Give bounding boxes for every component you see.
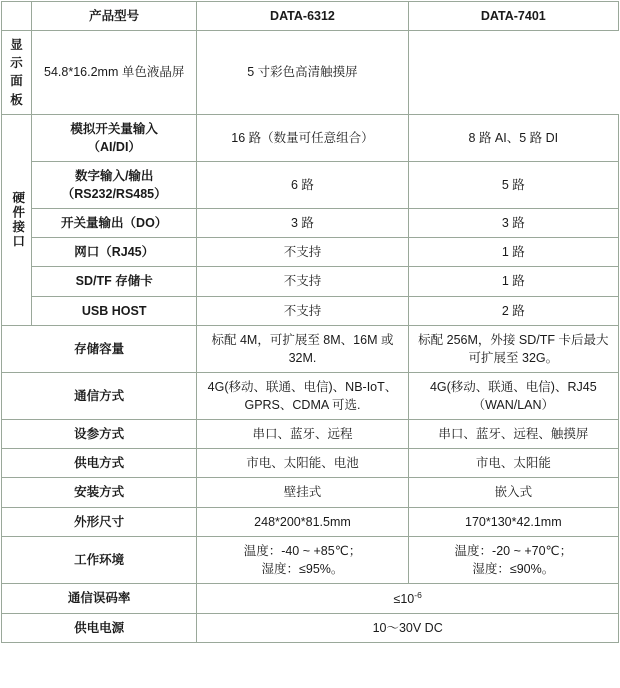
row-label-do-output: 开关量输出（DO） xyxy=(32,209,197,238)
cell-dimensions-7401: 170*130*42.1mm xyxy=(408,507,618,536)
table-row xyxy=(2,325,619,372)
table-row xyxy=(2,507,619,536)
cell-communication-6312: 4G(移动、联通、电信)、NB-IoT、GPRS、CDMA 可选. xyxy=(197,372,408,419)
row-label-working-environment: 工作环境 xyxy=(2,536,197,583)
cell-ethernet-6312: 不支持 xyxy=(197,238,408,267)
row-label-line2: （AI/DI） xyxy=(87,139,141,154)
table-row xyxy=(2,209,619,238)
cell-do-output-7401: 3 路 xyxy=(408,209,618,238)
cell-storage-7401: 标配 256M，外接 SD/TF 卡后最大可扩展至 32G。 xyxy=(408,325,618,372)
cell-sd-tf-6312: 不支持 xyxy=(197,267,408,296)
row-label-dimensions: 外形尺寸 xyxy=(2,507,197,536)
bit-error-rate-exponent: -6 xyxy=(414,589,422,600)
table-row xyxy=(2,238,619,267)
cell-working-env-6312 xyxy=(197,536,408,583)
table-row xyxy=(2,478,619,507)
cell-power-source-value: 10～30V DC xyxy=(197,614,619,643)
cell-installation-6312: 壁挂式 xyxy=(197,478,408,507)
table-header-row xyxy=(2,2,619,31)
cell-power-mode-7401: 市电、太阳能 xyxy=(408,449,618,478)
row-label-display-panel: 显示面板 xyxy=(2,31,32,115)
cell-dimensions-6312: 248*200*81.5mm xyxy=(197,507,408,536)
row-label-communication-mode: 通信方式 xyxy=(2,372,197,419)
cell-analog-switch-input-7401: 8 路 AI、5 路 DI xyxy=(408,114,618,161)
row-label-power-source: 供电电源 xyxy=(2,614,197,643)
cell-analog-switch-input-6312: 16 路（数量可任意组合） xyxy=(197,114,408,161)
cell-power-mode-6312: 市电、太阳能、电池 xyxy=(197,449,408,478)
row-label-bit-error-rate: 通信误码率 xyxy=(2,583,197,613)
row-label-installation: 安装方式 xyxy=(2,478,197,507)
cell-display-panel-6312: 54.8*16.2mm 单色液晶屏 xyxy=(32,31,197,115)
table-row xyxy=(2,449,619,478)
cell-digital-io-7401: 5 路 xyxy=(408,161,618,208)
row-label-line1: 数字输入/输出 xyxy=(74,168,154,183)
cell-display-panel-7401: 5 寸彩色高清触摸屏 xyxy=(197,31,408,115)
cell-line1: 温度：-20 ~ +70℃； xyxy=(454,543,573,558)
row-label-config-mode: 设参方式 xyxy=(2,420,197,449)
product-spec-table xyxy=(1,1,619,643)
cell-line2: 湿度：≤90%。 xyxy=(472,561,555,576)
row-label-digital-io xyxy=(32,161,197,208)
table-row xyxy=(2,372,619,419)
cell-installation-7401: 嵌入式 xyxy=(408,478,618,507)
row-label-storage-capacity: 存储容量 xyxy=(2,325,197,372)
header-model-7401: DATA-7401 xyxy=(408,2,618,31)
table-row xyxy=(2,614,619,643)
cell-communication-7401: 4G(移动、联通、电信)、RJ45（WAN/LAN） xyxy=(408,372,618,419)
table-row xyxy=(2,583,619,613)
group-label-text: 硬件接口 xyxy=(10,190,25,249)
table-row xyxy=(2,536,619,583)
cell-sd-tf-7401: 1 路 xyxy=(408,267,618,296)
cell-usb-host-6312: 不支持 xyxy=(197,296,408,325)
header-model-6312: DATA-6312 xyxy=(197,2,408,31)
table-row xyxy=(2,267,619,296)
table-row xyxy=(2,161,619,208)
table-row xyxy=(2,31,619,115)
cell-config-6312: 串口、蓝牙、远程 xyxy=(197,420,408,449)
cell-bit-error-rate-value xyxy=(197,583,619,613)
table-row xyxy=(2,420,619,449)
cell-config-7401: 串口、蓝牙、远程、触摸屏 xyxy=(408,420,618,449)
cell-usb-host-7401: 2 路 xyxy=(408,296,618,325)
table-row xyxy=(2,114,619,161)
row-label-line2: （RS232/RS485） xyxy=(61,187,167,201)
row-label-ethernet-rj45: 网口（RJ45） xyxy=(32,238,197,267)
row-label-line1: 模拟开关量输入 xyxy=(70,121,158,136)
row-label-power-mode: 供电方式 xyxy=(2,449,197,478)
row-label-analog-switch-input xyxy=(32,114,197,161)
header-corner-cell xyxy=(2,2,32,31)
group-label-hardware-interface xyxy=(2,114,32,325)
row-label-usb-host: USB HOST xyxy=(32,296,197,325)
bit-error-rate-number: ≤10 xyxy=(393,592,415,607)
cell-digital-io-6312: 6 路 xyxy=(197,161,408,208)
cell-ethernet-7401: 1 路 xyxy=(408,238,618,267)
cell-do-output-6312: 3 路 xyxy=(197,209,408,238)
header-product-model: 产品型号 xyxy=(32,2,197,31)
cell-line2: 湿度：≤95%。 xyxy=(261,561,344,576)
cell-line1: 温度：-40 ~ +85℃； xyxy=(243,543,362,558)
cell-working-env-7401 xyxy=(408,536,618,583)
cell-storage-6312: 标配 4M，可扩展至 8M、16M 或 32M. xyxy=(197,325,408,372)
table-row xyxy=(2,296,619,325)
row-label-sd-tf-card: SD/TF 存储卡 xyxy=(32,267,197,296)
